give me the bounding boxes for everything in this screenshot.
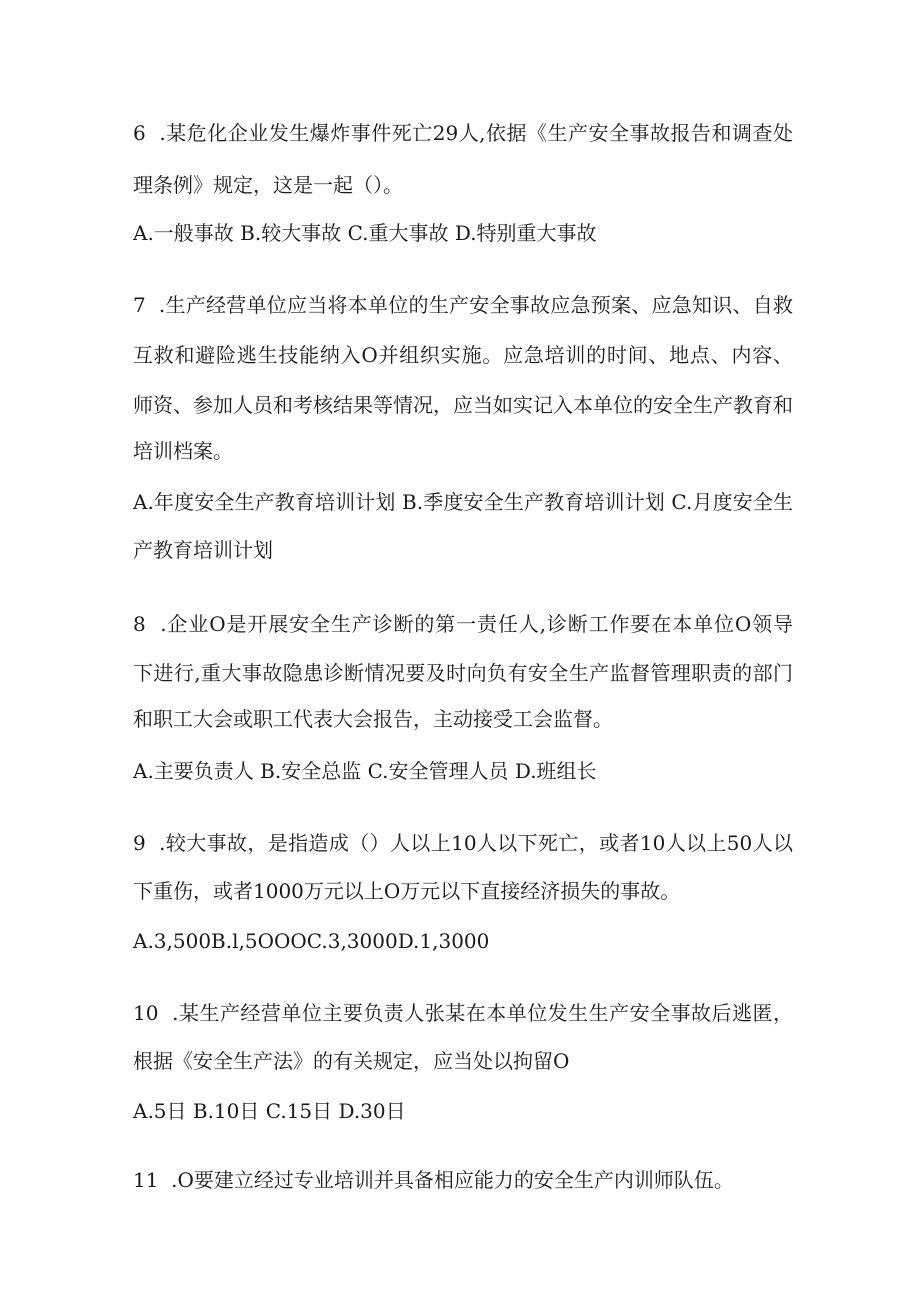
question-8-line-2: 下进行,重大事故隐患诊断情况要及时向负有安全生产监督管理职责的部门 (133, 661, 793, 685)
question-7-line-1: 7 .生产经营单位应当将本单位的生产安全事故应急预案、应急知识、自救 (133, 293, 793, 317)
question-7-line-3: 师资、参加人员和考核结果等情况，应当如实记入本单位的安全生产教育和 (133, 393, 793, 417)
question-9-line-2: 下重伤，或者1000万元以上O万元以下直接经济损失的事故。 (133, 879, 681, 903)
question-7-options-line-2: 产教育培训计划 (133, 538, 273, 562)
question-7-line-4: 培训档案。 (133, 439, 233, 463)
question-6-line-2: 理条例》规定，这是一起（）。 (133, 173, 403, 197)
question-8-line-3: 和职工大会或职工代表大会报告，主动接受工会监督。 (133, 707, 613, 731)
question-9-options: A.3,500B.l,5OOOC.3,3000D.1,3000 (133, 929, 490, 953)
question-10-options: A.5日 B.10日 C.15日 D.30日 (133, 1099, 406, 1123)
question-10-line-1: 10 .某生产经营单位主要负责人张某在本单位发生生产安全事故后逃匿， (133, 1001, 793, 1025)
question-8-line-1: 8 .企业O是开展安全生产诊断的第一责任人,诊断工作要在本单位O领导 (133, 612, 793, 636)
question-7-line-2: 互救和避险逃生技能纳入O并组织实施。应急培训的时间、地点、内容、 (133, 343, 793, 367)
question-10-line-2: 根据《安全生产法》的有关规定，应当处以拘留O (133, 1049, 570, 1073)
question-11-line-1: 11 .O要建立经过专业培训并具备相应能力的安全生产内训师队伍。 (133, 1168, 734, 1192)
question-8-options: A.主要负责人 B.安全总监 C.安全管理人员 D.班组长 (133, 759, 597, 783)
question-7-options-line-1: A.年度安全生产教育培训计划 B.季度安全生产教育培训计划 C.月度安全生 (133, 490, 793, 514)
question-6-line-1: 6 .某危化企业发生爆炸事件死亡29人,依据《生产安全事故报告和调查处 (133, 121, 793, 145)
question-6-options: A.一般事故 B.较大事故 C.重大事故 D.特别重大事故 (133, 221, 597, 245)
question-9-line-1: 9 .较大事故，是指造成（）人以上10人以下死亡，或者10人以上50人以 (133, 831, 793, 855)
